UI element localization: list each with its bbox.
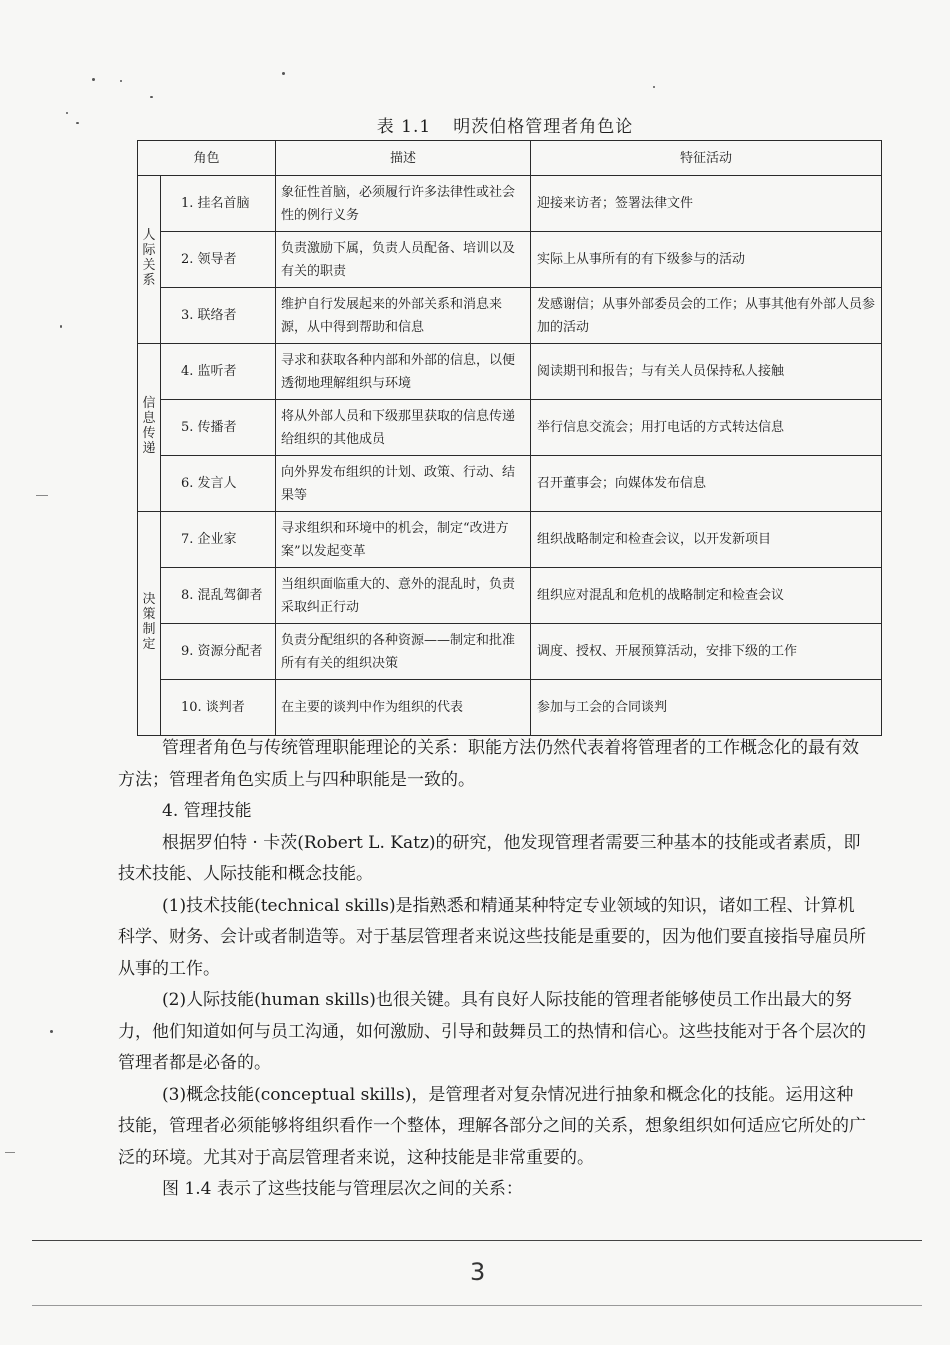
role-cell: 3. 联络者: [161, 288, 276, 344]
feature-cell: 参加与工会的合同谈判: [531, 680, 882, 736]
table-row: [138, 568, 882, 624]
description-cell: 当组织面临重大的、意外的混乱时，负责采取纠正行动: [276, 568, 531, 624]
scan-speck: [92, 78, 95, 81]
scan-speck: [653, 86, 655, 88]
header-role: 角色: [138, 141, 276, 176]
role-cell: 5. 传播者: [161, 400, 276, 456]
role-cell: 2. 领导者: [161, 232, 276, 288]
feature-cell: 发感谢信；从事外部委员会的工作；从事其他有外部人员参加的活动: [531, 288, 882, 344]
table-number: 表 1.1: [376, 117, 432, 137]
description-cell: 向外界发布组织的计划、政策、行动、结果等: [276, 456, 531, 512]
table-row: [138, 288, 882, 344]
feature-cell: 召开董事会；向媒体发布信息: [531, 456, 882, 512]
category-information: 信息传递: [138, 344, 161, 512]
margin-mark: [5, 1152, 15, 1153]
paragraph: (2)人际技能(human skills)也很关键。具有良好人际技能的管理者能够使员工作出最大的努力，他们知道如何与员工沟通，如何激励、引导和鼓舞员工的热情和信心。这些技能对于各个层次的管理者都是必备的。: [118, 990, 866, 1073]
description-cell: 寻求和获取各种内部和外部的信息，以便透彻地理解组织与环境: [276, 344, 531, 400]
table-row: [138, 512, 882, 568]
table-row: [138, 624, 882, 680]
feature-cell: 调度、授权、开展预算活动，安排下级的工作: [531, 624, 882, 680]
category-decision: 决策制定: [138, 512, 161, 736]
table-title: 明茨伯格管理者角色论: [453, 117, 634, 137]
paragraph: (3)概念技能(conceptual skills)，是管理者对复杂情况进行抽象和概念化的技能。运用这种技能，管理者必须能够将组织看作一个整体，理解各部分之间的关系，想象组织如何适应它所处的广泛的环境。尤其对于高层管理者来说，这种技能是非常重要的。: [118, 1084, 866, 1168]
feature-cell: 实际上从事所有的有下级参与的活动: [531, 232, 882, 288]
feature-cell: 迎接来访者；签署法律文件: [531, 176, 882, 232]
description-cell: 将从外部人员和下级那里获取的信息传递给组织的其他成员: [276, 400, 531, 456]
role-cell: 6. 发言人: [161, 456, 276, 512]
body-text: [118, 733, 870, 1206]
description-cell: 寻求组织和环境中的机会，制定“改进方案”以发起变革: [276, 512, 531, 568]
paragraph: 管理者角色与传统管理职能理论的关系：职能方法仍然代表着将管理者的工作概念化的最有效方法；管理者角色实质上与四种职能是一致的。: [118, 738, 859, 790]
description-cell: 象征性首脑，必须履行许多法律性或社会性的例行义务: [276, 176, 531, 232]
table-row: [138, 680, 882, 736]
table-row: [138, 232, 882, 288]
role-cell: 1. 挂名首脑: [161, 176, 276, 232]
feature-cell: 举行信息交流会；用打电话的方式转达信息: [531, 400, 882, 456]
section-heading: 4. 管理技能: [162, 801, 252, 821]
table-header-row: [138, 141, 882, 176]
feature-cell: 阅读期刊和报告；与有关人员保持私人接触: [531, 344, 882, 400]
description-cell: 负责分配组织的各种资源——制定和批准所有有关的组织决策: [276, 624, 531, 680]
description-cell: 负责激励下属，负责人员配备、培训以及有关的职责: [276, 232, 531, 288]
role-cell: 8. 混乱驾御者: [161, 568, 276, 624]
table-row: [138, 456, 882, 512]
role-cell: 9. 资源分配者: [161, 624, 276, 680]
margin-mark: [36, 495, 48, 496]
footer-rule: [32, 1240, 922, 1241]
mintzberg-roles-table: [137, 140, 882, 736]
role-cell: 4. 监听者: [161, 344, 276, 400]
feature-cell: 组织应对混乱和危机的战略制定和检查会议: [531, 568, 882, 624]
table-row: [138, 176, 882, 232]
header-feature: 特征活动: [531, 141, 882, 176]
header-description: 描述: [276, 141, 531, 176]
scan-speck: [150, 96, 153, 98]
table-caption: [0, 112, 950, 137]
footer-rule: [32, 1305, 922, 1306]
paragraph: (1)技术技能(technical skills)是指熟悉和精通某种特定专业领域的知识，诸如工程、计算机科学、财务、会计或者制造等。对于基层管理者来说这些技能是重要的，因为他们要直接指导雇员所从事的工作。: [118, 895, 866, 979]
scan-speck: [50, 1030, 53, 1033]
description-cell: 在主要的谈判中作为组织的代表: [276, 680, 531, 736]
scan-speck: [120, 80, 122, 82]
feature-cell: 组织战略制定和检查会议，以开发新项目: [531, 512, 882, 568]
page-number: 3: [470, 1258, 486, 1286]
paragraph: 图 1.4 表示了这些技能与管理层次之间的关系：: [162, 1179, 523, 1199]
paragraph: 根据罗伯特 · 卡茨(Robert L. Katz)的研究，他发现管理者需要三种基本的技能或者素质，即技术技能、人际技能和概念技能。: [118, 832, 861, 884]
table-row: [138, 344, 882, 400]
category-interpersonal: 人际关系: [138, 176, 161, 344]
role-cell: 7. 企业家: [161, 512, 276, 568]
table-row: [138, 400, 882, 456]
description-cell: 维护自行发展起来的外部关系和消息来源，从中得到帮助和信息: [276, 288, 531, 344]
role-cell: 10. 谈判者: [161, 680, 276, 736]
scan-speck: [282, 72, 285, 75]
scan-speck: [60, 325, 62, 328]
